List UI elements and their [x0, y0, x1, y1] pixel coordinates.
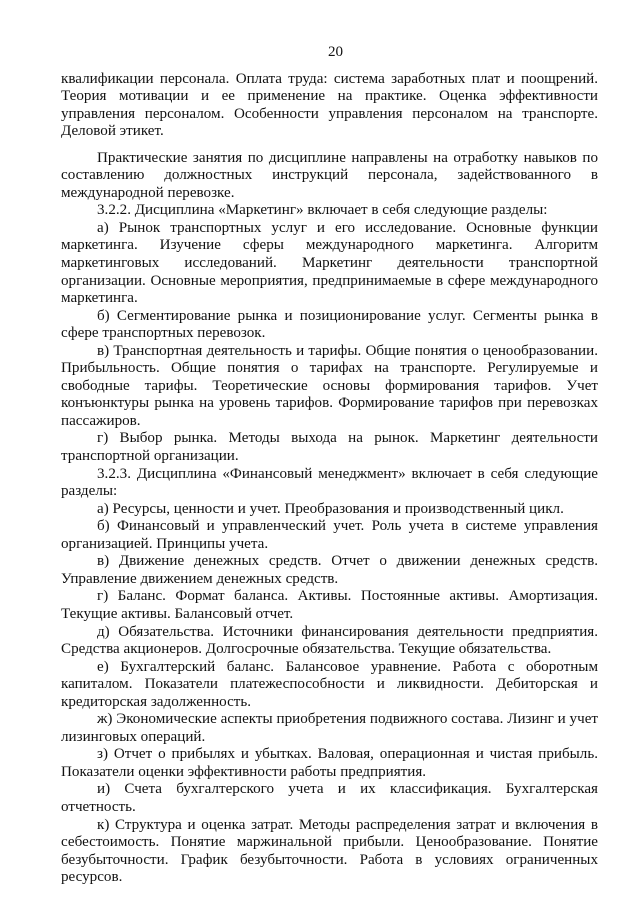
paragraph-marketing-b: б) Сегментирование рынка и позиционирование услуг. Сегменты рынка в сфере транспортных перевозок.: [61, 307, 598, 342]
paragraph-finance-i: и) Счета бухгалтерского учета и их классификация. Бухгалтерская отчетность.: [61, 781, 598, 815]
paragraph-finance-g: г) Баланс. Формат баланса. Активы. Постоянные активы. Амортизация. Текущие активы. Балансовый отчет.: [61, 588, 598, 622]
paragraph-finance-a: а) Ресурсы, ценности и учет. Преобразования и производственный цикл.: [97, 500, 564, 517]
paragraph-marketing-a: а) Рынок транспортных услуг и его исследование. Основные функции маркетинга. Изучение сферы международного маркетинга. Алгоритм маркетинговых исследований. Маркетинг деятельности транспортной организации. Основные мероприятия, предпринимаемые в сфере международного маркетинга.: [61, 219, 598, 307]
paragraph-finance-z: з) Отчет о прибылях и убытках. Валовая, операционная и чистая прибыль. Показатели оценки эффективности работы предприятия.: [61, 746, 598, 780]
paragraph-finance-e: е) Бухгалтерский баланс. Балансовое уравнение. Работа с оборотным капиталом. Показатели платежеспособности и ликвидности. Дебиторская и кредиторская задолженность.: [61, 658, 598, 710]
paragraph-finance-heading: 3.2.3. Дисциплина «Финансовый менеджмент» включает в себя следующие разделы:: [61, 465, 598, 500]
paragraph-finance-d: д) Обязательства. Источники финансирования деятельности предприятия. Средства акционеров. Долгосрочные обязательства. Текущие обязательства.: [61, 623, 598, 658]
paragraph-marketing-heading: 3.2.2. Дисциплина «Маркетинг» включает в себя следующие разделы:: [97, 202, 548, 219]
paragraph-continuation: квалификации персонала. Оплата труда: система заработных плат и поощрений. Теория мотивации и ее применение на практике. Оценка эффективности управления персоналом. Особенности управления персоналом на транспорте. Деловой этикет.: [61, 70, 598, 140]
page-number: 20: [327, 44, 344, 60]
paragraph-finance-v: в) Движение денежных средств. Отчет о движении денежных средств. Управление движением денежных средств.: [61, 553, 598, 587]
paragraph-finance-k: к) Структура и оценка затрат. Методы распределения затрат и включения в себестоимость. Понятие маржинальной прибыли. Ценообразование. Понятие безубыточности. График безубыточности. Работа в условиях ограниченных ресурсов.: [61, 816, 598, 886]
paragraph-marketing-v: в) Транспортная деятельность и тарифы. Общие понятия о ценообразовании. Прибыльность. Общие понятия о тарифах на транспорте. Регулируемые и свободные тарифы. Теоретические основы формирования тарифов. Учет конъюнктуры рынка на уровень тарифов. Формирование тарифов при перевозках пассажиров.: [61, 342, 598, 429]
paragraph-finance-zh: ж) Экономические аспекты приобретения подвижного состава. Лизинг и учет лизинговых операций.: [61, 711, 598, 745]
paragraph-practical-classes: Практические занятия по дисциплине направлены на отработку навыков по составлению должностных инструкций персонала, задействованного в международной перевозке.: [61, 149, 598, 201]
paragraph-finance-b: б) Финансовый и управленческий учет. Роль учета в системе управления организацией. Принципы учета.: [61, 518, 598, 552]
paragraph-marketing-g: г) Выбор рынка. Методы выхода на рынок. Маркетинг деятельности транспортной организации.: [61, 430, 598, 465]
